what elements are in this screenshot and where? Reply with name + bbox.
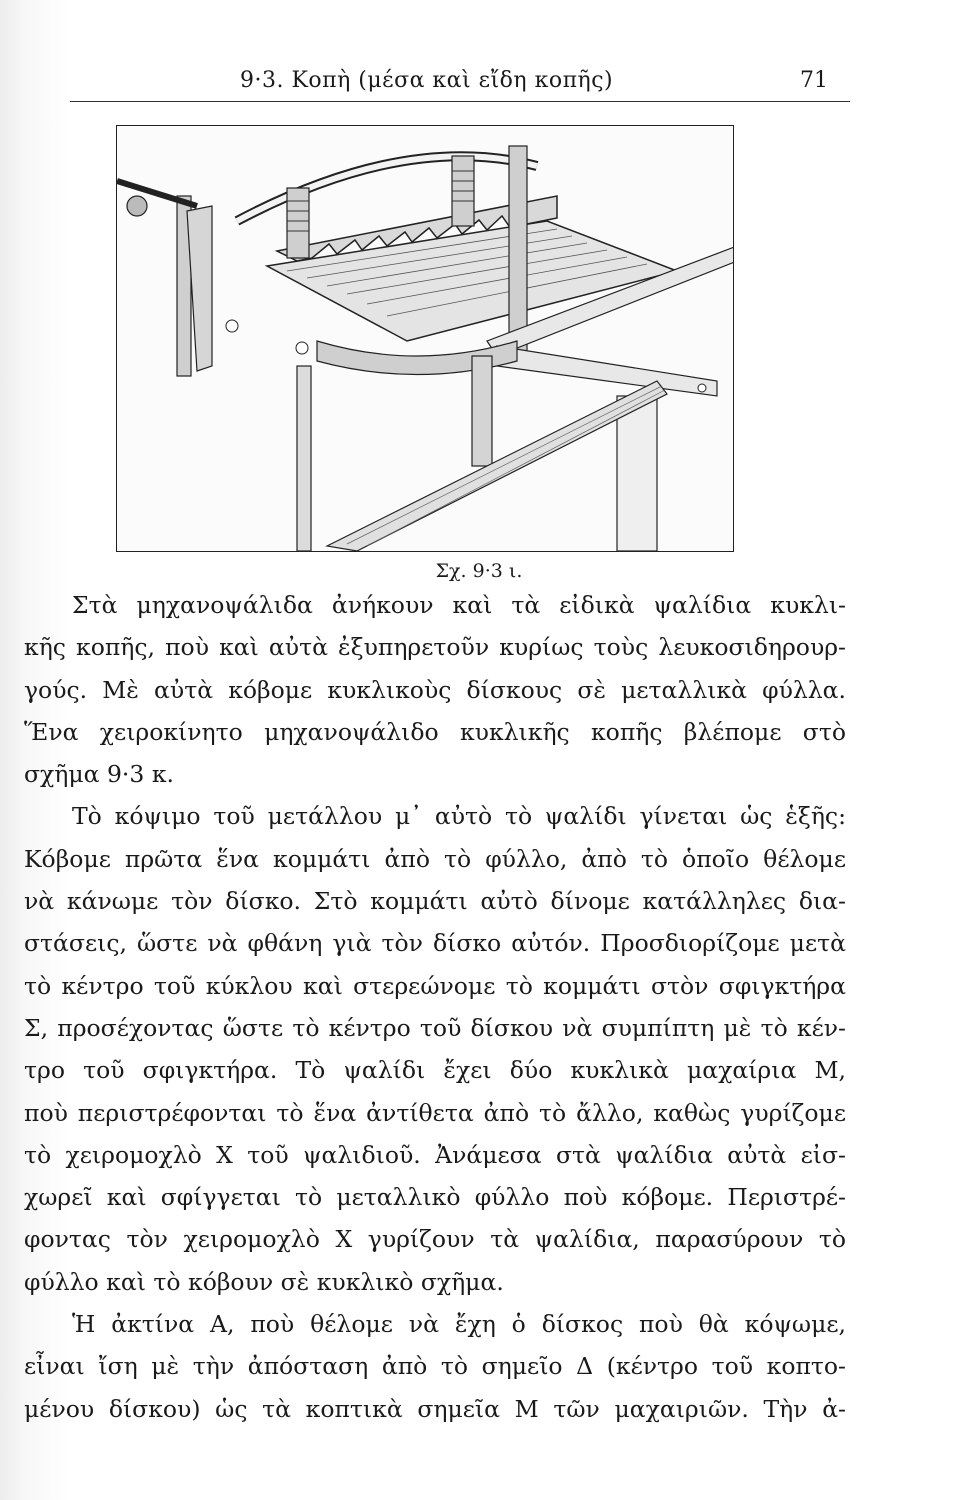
shear-machine-illustration [117,126,733,551]
text-line: τρο τοῦ σφιγκτήρα. Τὸ ψαλίδι ἔχει δύο κυκλικὰ μαχαίρια Μ, [24,1056,846,1085]
text-line: Ἡ ἀκτίνα Α, ποὺ θέλομε νὰ ἔχη ὁ δίσκος ποὺ θὰ κόψωμε, [72,1310,846,1339]
running-head-title: 9·3. Κοπὴ (μέσα καὶ εἴδη κοπῆς) [240,68,614,93]
header-rule [70,101,850,102]
text-line: Σ, προσέχοντας ὥστε τὸ κέντρο τοῦ δίσκου νὰ συμπίπτη μὲ τὸ κέν- [24,1013,846,1042]
text-line: ποὺ περιστρέφονται τὸ ἕνα ἀντίθετα ἀπὸ τὸ ἄλλο, καθὼς γυρίζομε [24,1098,846,1127]
text-line: τὸ χειρομοχλὸ Χ τοῦ ψαλιδιοῦ. Ἀνάμεσα στὰ ψαλίδια αὐτὰ εἰσ- [24,1140,846,1169]
text-line: φύλλο καὶ τὸ κόβουν σὲ κυκλικὸ σχῆμα. [24,1267,504,1296]
text-line: στάσεις, ὥστε νὰ φθάνη γιὰ τὸν δίσκο αὐτόν. Προσδιορίζομε μετὰ [24,929,846,958]
text-line: Ἕνα χειροκίνητο μηχανοψάλιδο κυκλικῆς κοπῆς βλέπομε στὸ [24,717,846,746]
text-line: χωρεῖ καὶ σφίγγεται τὸ μεταλλικὸ φύλλο ποὺ κόβομε. Περιστρέ- [24,1183,846,1212]
text-line: νὰ κάνωμε τὸν δίσκο. Στὸ κομμάτι αὐτὸ δίνομε κατάλληλες δια- [24,887,846,916]
text-line: κῆς κοπῆς, ποὺ καὶ αὐτὰ ἐξυπηρετοῦν κυρίως τοὺς λευκοσιδηρουρ- [24,633,846,662]
text-line: φοντας τὸν χειρομοχλὸ Χ γυρίζουν τὰ ψαλίδια, παρασύρουν τὸ [24,1225,846,1254]
page-number: 71 [800,68,828,93]
text-line: μένου δίσκου) ὡς τὰ κοπτικὰ σημεῖα Μ τῶν μαχαιριῶν. Τὴν ἀ- [24,1394,846,1423]
text-line: σχῆμα 9·3 κ. [24,760,174,789]
text-line: γούς. Μὲ αὐτὰ κόβομε κυκλικοὺς δίσκους σὲ μεταλλικὰ φύλλα. [24,675,846,704]
text-line: εἶναι ἴση μὲ τὴν ἀπόσταση ἀπὸ τὸ σημεῖο Δ (κέντρο τοῦ κοπτο- [24,1352,846,1381]
text-line: τὸ κέντρο τοῦ κύκλου καὶ στερεώνομε τὸ κομμάτι στὸν σφιγκτήρα [24,971,846,1000]
body-text [24,584,846,1430]
running-head [40,62,840,102]
figure-caption: Σχ. 9·3 ι. [435,560,523,582]
text-line: Κόβομε πρῶτα ἕνα κομμάτι ἀπὸ τὸ φύλλο, ἀπὸ τὸ ὁποῖο θέλομε [24,844,846,873]
text-line: Τὸ κόψιμο τοῦ μετάλλου μ᾽ αὐτὸ τὸ ψαλίδι γίνεται ὡς ἑξῆς: [72,802,846,831]
figure-frame [116,125,734,552]
text-line: Στὰ μηχανοψάλιδα ἀνήκουν καὶ τὰ εἰδικὰ ψαλίδια κυκλι- [72,591,846,619]
